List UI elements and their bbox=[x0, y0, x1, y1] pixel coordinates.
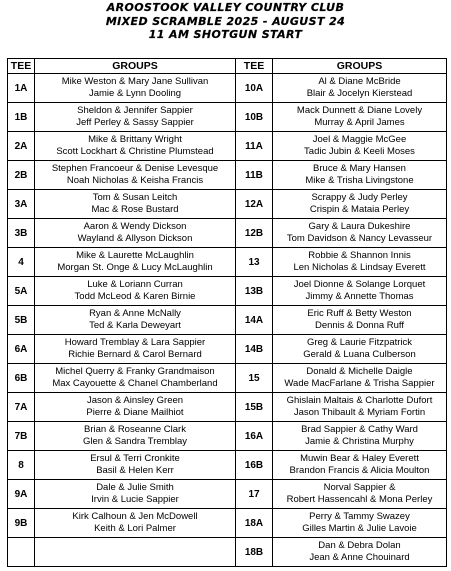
tee-cell bbox=[8, 538, 35, 567]
groups-cell bbox=[273, 306, 447, 335]
groups-cell bbox=[273, 248, 447, 277]
group-line: Dennis & Donna Ruff bbox=[314, 320, 405, 331]
table-row bbox=[8, 248, 447, 277]
group-line: Basil & Helen Kerr bbox=[96, 465, 174, 476]
tee-cell: 10B bbox=[236, 103, 273, 132]
group-line: Brandon Francis & Alicia Moulton bbox=[289, 465, 430, 476]
groups-cell bbox=[35, 422, 236, 451]
group-line: Max Cayouette & Chanel Chamberland bbox=[52, 378, 218, 389]
table-row bbox=[8, 132, 447, 161]
tee-cell: 9A bbox=[8, 480, 35, 509]
tee-cell: 4 bbox=[8, 248, 35, 277]
group-line: Len Nicholas & Lindsay Everett bbox=[293, 262, 426, 273]
table-row bbox=[8, 538, 447, 567]
group-line: Sheldon & Jennifer Sappier bbox=[77, 105, 193, 116]
tee-cell: 15B bbox=[236, 393, 273, 422]
groups-cell bbox=[35, 509, 236, 538]
group-line: Donald & Michelle Daigle bbox=[306, 366, 413, 377]
groups-cell bbox=[273, 538, 447, 567]
group-line: Mike Weston & Mary Jane Sullivan bbox=[61, 76, 209, 87]
tee-cell: 14B bbox=[236, 335, 273, 364]
tee-cell: 2A bbox=[8, 132, 35, 161]
groups-cell bbox=[273, 451, 447, 480]
table-row bbox=[8, 103, 447, 132]
group-line: Scrappy & Judy Perley bbox=[311, 192, 408, 203]
group-line: Richie Bernard & Carol Bernard bbox=[68, 349, 202, 360]
groups-cell bbox=[273, 132, 447, 161]
table-row bbox=[8, 219, 447, 248]
tee-cell: 3B bbox=[8, 219, 35, 248]
table-row bbox=[8, 422, 447, 451]
groups-cell bbox=[35, 248, 236, 277]
group-line: Jamie & Christina Murphy bbox=[305, 436, 414, 447]
groups-cell bbox=[273, 103, 447, 132]
group-line: Keith & Lori Palmer bbox=[94, 523, 176, 534]
group-line: Morgan St. Onge & Lucy McLaughlin bbox=[57, 262, 213, 273]
group-line: Aaron & Wendy Dickson bbox=[83, 221, 187, 232]
group-line: Jimmy & Annette Thomas bbox=[305, 291, 414, 302]
groups-cell bbox=[35, 190, 236, 219]
group-line: Tom & Susan Leitch bbox=[92, 192, 178, 203]
group-line: Murray & April James bbox=[314, 117, 405, 128]
table-body bbox=[8, 74, 447, 567]
tee-cell: 5B bbox=[8, 306, 35, 335]
table-row bbox=[8, 335, 447, 364]
group-line: Todd McLeod & Karen Birnie bbox=[74, 291, 196, 302]
groups-cell bbox=[273, 277, 447, 306]
group-line: Perry & Tammy Swazey bbox=[309, 511, 410, 522]
groups-cell bbox=[35, 364, 236, 393]
group-line: Glen & Sandra Tremblay bbox=[82, 436, 188, 447]
tee-cell: 6B bbox=[8, 364, 35, 393]
page-header bbox=[0, 0, 451, 56]
tee-cell: 1A bbox=[8, 74, 35, 103]
groups-cell bbox=[35, 393, 236, 422]
start-time: 11 AM SHOTGUN START bbox=[148, 28, 303, 41]
groups-cell bbox=[35, 132, 236, 161]
group-line: Mike & Laurette McLaughlin bbox=[76, 250, 194, 261]
groups-cell bbox=[35, 161, 236, 190]
tee-cell: 2B bbox=[8, 161, 35, 190]
table-row bbox=[8, 277, 447, 306]
group-line: Muwin Bear & Haley Everett bbox=[300, 453, 419, 464]
tee-schedule-table bbox=[7, 58, 447, 567]
tee-cell: 16A bbox=[236, 422, 273, 451]
group-line: Wade MacFarlane & Trisha Sappier bbox=[284, 378, 435, 389]
tee-cell: 13 bbox=[236, 248, 273, 277]
groups-cell bbox=[35, 277, 236, 306]
groups-cell bbox=[35, 335, 236, 364]
group-line: Michel Querry & Franky Grandmaison bbox=[55, 366, 215, 377]
tee-cell: 18B bbox=[236, 538, 273, 567]
tee-cell: 9B bbox=[8, 509, 35, 538]
groups-cell bbox=[35, 480, 236, 509]
groups-cell bbox=[273, 335, 447, 364]
group-line: Dan & Debra Dolan bbox=[318, 540, 401, 551]
group-line: Tadic Jubin & Keeli Moses bbox=[304, 146, 415, 157]
group-line: Mack Dunnett & Diane Lovely bbox=[296, 105, 423, 116]
groups-cell bbox=[273, 480, 447, 509]
groups-cell bbox=[273, 364, 447, 393]
table-row bbox=[8, 190, 447, 219]
group-line: Ghislain Maltais & Charlotte Dufort bbox=[286, 395, 433, 406]
group-line: Noah Nicholas & Keisha Francis bbox=[66, 175, 204, 186]
group-line: Mike & Trisha Livingstone bbox=[305, 175, 414, 186]
groups-header-right: GROUPS bbox=[273, 59, 447, 74]
group-line: Brian & Roseanne Clark bbox=[84, 424, 186, 435]
group-line: Kirk Calhoun & Jen McDowell bbox=[72, 511, 198, 522]
group-line: Greg & Laurie Fitzpatrick bbox=[306, 337, 413, 348]
groups-cell bbox=[273, 74, 447, 103]
tee-header-right: TEE bbox=[236, 59, 273, 74]
groups-header-left: GROUPS bbox=[35, 59, 236, 74]
groups-cell bbox=[35, 103, 236, 132]
group-line: Eric Ruff & Betty Weston bbox=[307, 308, 412, 319]
tee-cell: 17 bbox=[236, 480, 273, 509]
groups-cell bbox=[273, 509, 447, 538]
group-line: Pierre & Diane Mailhiot bbox=[86, 407, 184, 418]
group-line: Luke & Loriann Curran bbox=[87, 279, 183, 290]
groups-cell bbox=[273, 161, 447, 190]
tee-cell: 6A bbox=[8, 335, 35, 364]
table-row bbox=[8, 306, 447, 335]
tee-cell: 12A bbox=[236, 190, 273, 219]
groups-cell bbox=[35, 306, 236, 335]
tee-cell: 12B bbox=[236, 219, 273, 248]
group-line: Jamie & Lynn Dooling bbox=[88, 88, 182, 99]
group-line: Dale & Julie Smith bbox=[96, 482, 174, 493]
tee-cell: 15 bbox=[236, 364, 273, 393]
tee-cell: 16B bbox=[236, 451, 273, 480]
table-row bbox=[8, 74, 447, 103]
group-line: Howard Tremblay & Lara Sappier bbox=[64, 337, 206, 348]
tee-cell: 18A bbox=[236, 509, 273, 538]
tee-cell: 11A bbox=[236, 132, 273, 161]
group-line: Blair & Jocelyn Kierstead bbox=[306, 88, 413, 99]
group-line: Brad Sappier & Cathy Ward bbox=[301, 424, 418, 435]
table-row bbox=[8, 364, 447, 393]
group-line: Robert Hassencahl & Mona Perley bbox=[286, 494, 433, 505]
tee-cell: 14A bbox=[236, 306, 273, 335]
groups-cell bbox=[35, 74, 236, 103]
table-row bbox=[8, 393, 447, 422]
table-row bbox=[8, 161, 447, 190]
group-line: Stephen Francoeur & Denise Levesque bbox=[51, 163, 219, 174]
tee-cell: 8 bbox=[8, 451, 35, 480]
tee-cell: 5A bbox=[8, 277, 35, 306]
groups-cell bbox=[273, 422, 447, 451]
tee-cell: 11B bbox=[236, 161, 273, 190]
group-line: Mike & Brittany Wright bbox=[88, 134, 182, 145]
group-line: Crispin & Mataia Perley bbox=[309, 204, 410, 215]
tee-cell: 10A bbox=[236, 74, 273, 103]
group-line: Jeff Perley & Sassy Sappier bbox=[76, 117, 194, 128]
table-row bbox=[8, 480, 447, 509]
group-line: Gerald & Luana Culberson bbox=[303, 349, 416, 360]
group-line: Al & Diane McBride bbox=[318, 76, 401, 87]
group-line: Mac & Rose Bustard bbox=[91, 204, 179, 215]
group-line: Irvin & Lucie Sappier bbox=[91, 494, 179, 505]
groups-cell bbox=[35, 219, 236, 248]
table-row bbox=[8, 451, 447, 480]
groups-cell bbox=[35, 451, 236, 480]
group-line: Wayland & Allyson Dickson bbox=[77, 233, 193, 244]
table-row bbox=[8, 509, 447, 538]
event-title: MIXED SCRAMBLE 2025 - AUGUST 24 bbox=[105, 14, 346, 28]
group-line: Ted & Karla Deweyart bbox=[89, 320, 181, 331]
tee-cell: 1B bbox=[8, 103, 35, 132]
group-line: Norval Sappier & bbox=[323, 482, 396, 493]
group-line: Ersul & Terri Cronkite bbox=[90, 453, 180, 464]
tee-cell: 7A bbox=[8, 393, 35, 422]
groups-cell bbox=[273, 393, 447, 422]
group-line: Ryan & Anne McNally bbox=[89, 308, 181, 319]
groups-cell bbox=[35, 538, 236, 567]
tee-header-left: TEE bbox=[8, 59, 35, 74]
tee-cell: 13B bbox=[236, 277, 273, 306]
groups-cell bbox=[273, 190, 447, 219]
group-line: Gary & Laura Dukeshire bbox=[308, 221, 411, 232]
group-line: Gilles Martin & Julie Lavoie bbox=[302, 523, 417, 534]
group-line: Robbie & Shannon Innis bbox=[308, 250, 411, 261]
group-line: Joel & Maggie McGee bbox=[312, 134, 407, 145]
group-line: Bruce & Mary Hansen bbox=[313, 163, 406, 174]
group-line: Scott Lockhart & Christine Plumstead bbox=[56, 146, 214, 157]
group-line: Jason Thibault & Myriam Fortin bbox=[293, 407, 426, 418]
tee-cell: 3A bbox=[8, 190, 35, 219]
group-line: Jason & Ainsley Green bbox=[86, 395, 184, 406]
group-line: Joel Dionne & Solange Lorquet bbox=[293, 279, 426, 290]
group-line: Tom Davidson & Nancy Levasseur bbox=[286, 233, 433, 244]
club-name: AROOSTOOK VALLEY COUNTRY CLUB bbox=[106, 1, 345, 14]
header-row bbox=[8, 59, 447, 74]
groups-cell bbox=[273, 219, 447, 248]
group-line: Jean & Anne Chouinard bbox=[309, 552, 410, 563]
tee-cell: 7B bbox=[8, 422, 35, 451]
